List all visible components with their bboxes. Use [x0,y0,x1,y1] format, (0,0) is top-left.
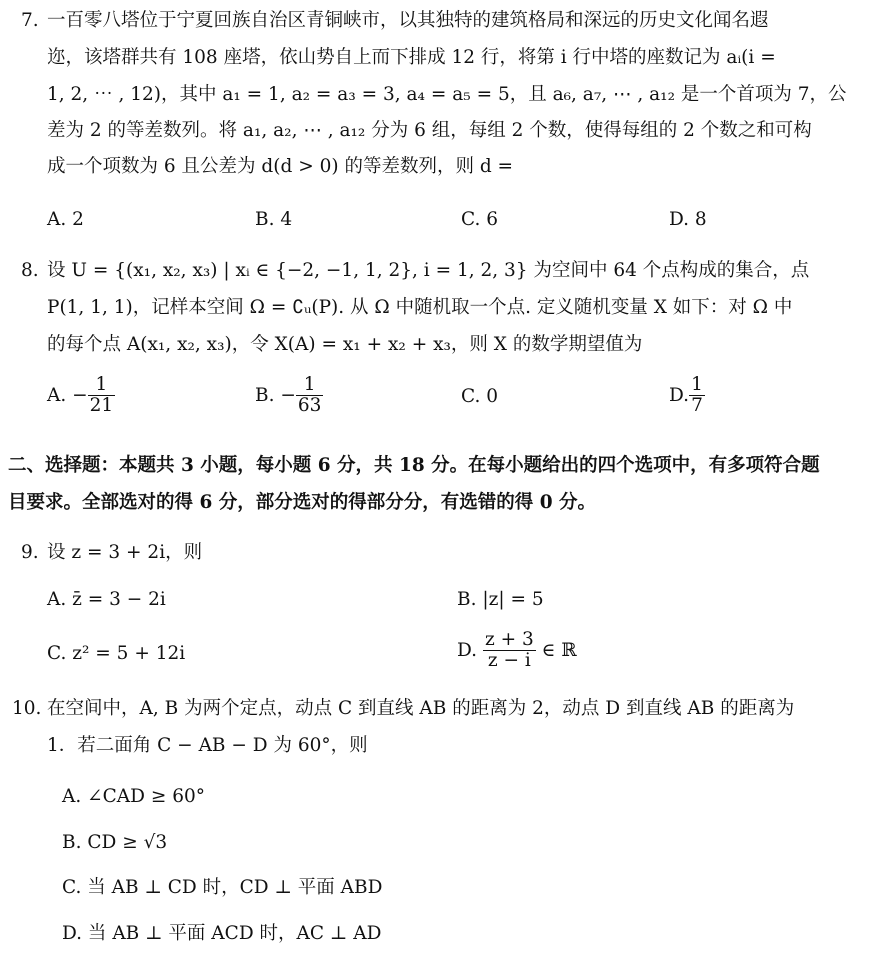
option-a[interactable]: A. z̄ = 3 − 2i [47,589,166,610]
question-text-line: 的每个点 A(x₁, x₂, x₃)，令 X(A) = x₁ + x₂ + x₃，则 X 的数学期望值为 [47,334,643,355]
option-c[interactable]: C. z² = 5 + 12i [47,643,186,664]
option-b[interactable] [255,375,323,417]
option-d[interactable]: D. 当 AB ⊥ 平面 ACD 时，AC ⊥ AD [62,923,382,944]
denominator: z − i [487,650,531,672]
option-b[interactable]: B. CD ≥ √3 [62,832,168,853]
numerator: z + 3 [484,629,534,650]
fraction [296,375,324,417]
section-heading-line: 二、选择题：本题共 3 小题，每小题 6 分，共 18 分。在每小题给出的四个选项中，有多项符合题 [8,455,820,476]
option-c[interactable]: C. 当 AB ⊥ CD 时，CD ⊥ 平面 ABD [62,877,383,898]
option-prefix: A. − [47,384,88,406]
question-text-line: 在空间中，A, B 为两个定点，动点 C 到直线 AB 的距离为 2，动点 D 到直线 AB 的距离为 [47,698,795,719]
option-c[interactable]: C. 6 [461,209,499,230]
question-text-line: 设 U = {(x₁, x₂, x₃) | xᵢ ∈ {−2, −1, 1, 2}, i = 1, 2, 3} 为空间中 64 个点构成的集合，点 [47,260,810,281]
question-number: 9. [21,542,39,563]
question-number: 8. [21,260,39,281]
section-heading-line: 目要求。全部选对的得 6 分，部分选对的得部分分，有选错的得 0 分。 [8,492,597,513]
option-prefix: D. [457,639,478,661]
option-d[interactable] [669,375,705,417]
option-a[interactable]: A. 2 [47,209,84,230]
option-a[interactable]: A. ∠CAD ≥ 60° [62,786,206,807]
option-b[interactable]: B. |z| = 5 [457,589,544,610]
numerator: 1 [296,375,324,396]
option-a[interactable] [47,375,115,417]
option-d[interactable]: D. 8 [669,209,707,230]
question-text-line: P(1, 1, 1)，记样本空间 Ω = ∁ᵤ(P). 从 Ω 中随机取一个点. 定义随机变量 X 如下：对 Ω 中 [47,297,793,318]
question-text-line: 差为 2 的等差数列。将 a₁, a₂, ⋯ , a₁₂ 分为 6 组，每组 2 个数，使得每组的 2 个数之和可构 [47,120,812,141]
question-stem: 设 z = 3 + 2i，则 [47,542,203,563]
question-text-line: 1, 2, ⋯ , 12)，其中 a₁ = 1, a₂ = a₃ = 3, a₄ = a₅ = 5，且 a₆, a₇, ⋯ , a₁₂ 是一个首项为 7，公 [47,84,847,105]
numerator: 1 [691,374,703,395]
fraction [689,375,705,417]
question-text-line: 一百零八塔位于宁夏回族自治区青铜峡市，以其独特的建筑格局和深远的历史文化闻名遐 [47,10,769,31]
option-c[interactable]: C. 0 [461,386,499,407]
fraction [483,630,536,672]
question-text-line: 成一个项数为 6 且公差为 d(d > 0) 的等差数列，则 d = [47,156,514,177]
denominator: 21 [89,395,114,417]
option-prefix: D. [669,384,690,406]
question-number: 10. [12,698,42,719]
denominator: 63 [297,395,322,417]
fraction [88,375,116,417]
numerator: 1 [88,375,116,396]
option-prefix: B. − [255,384,296,406]
question-text-line: 迩，该塔群共有 108 座塔，依山势自上而下排成 12 行，将第 i 行中塔的座数记为 aᵢ(i = [47,47,776,68]
question-number: 7. [21,10,39,31]
denominator: 7 [691,395,703,417]
option-d[interactable] [457,630,577,672]
option-suffix: ∈ ℝ [541,639,577,661]
option-b[interactable]: B. 4 [255,209,293,230]
question-text-line: 1．若二面角 C − AB − D 为 60°，则 [47,735,368,756]
